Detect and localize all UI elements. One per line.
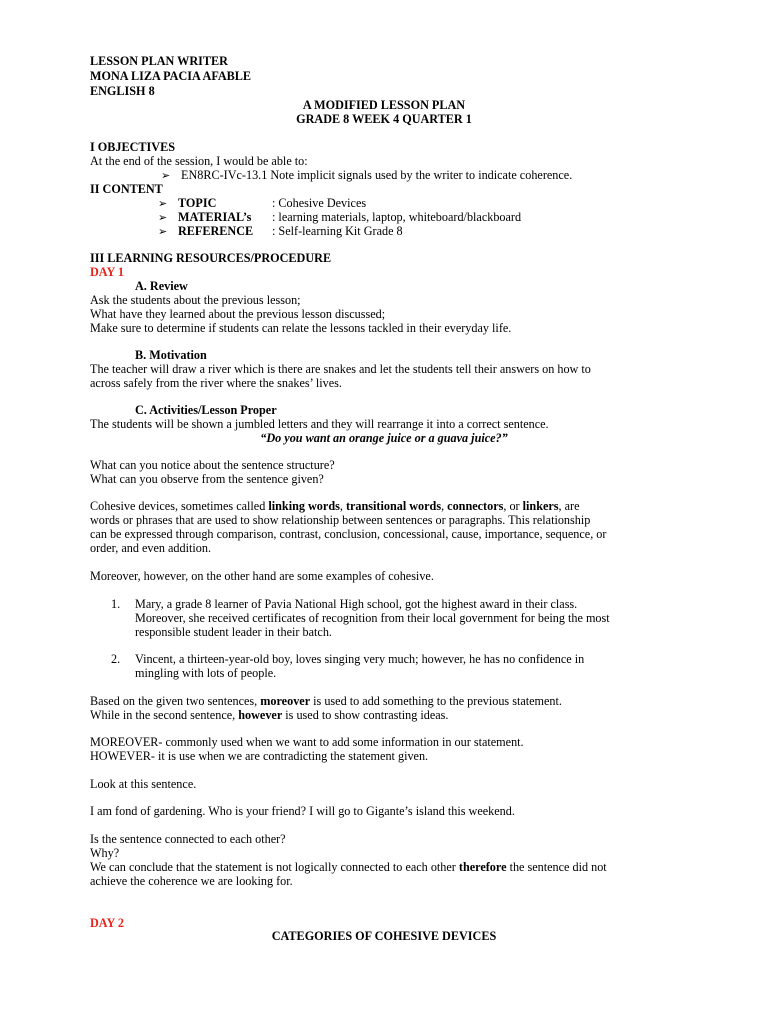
arrow-bullet-icon: ➢ — [158, 212, 168, 224]
text-run: While in the second sentence, — [90, 708, 239, 722]
content-value: : Self-learning Kit Grade 8 — [272, 224, 403, 238]
question-line: Is the sentence connected to each other? — [90, 832, 286, 846]
example-line: mingling with lots of people. — [135, 666, 277, 680]
content-value: : learning materials, laptop, whiteboard/blackboard — [272, 210, 522, 224]
text-run: Based on the given two sentences, — [90, 694, 261, 708]
text-run: is used to add something to the previous statement. — [310, 694, 562, 708]
content-row-reference — [158, 224, 403, 239]
example-line: Vincent, a thirteen-year-old boy, loves singing very much; however, he has no confidence in — [135, 652, 585, 666]
example-item — [111, 597, 577, 611]
arrow-bullet-icon: ➢ — [158, 198, 168, 210]
review-line: Ask the students about the previous lesson; — [90, 293, 301, 307]
cohesive-definition-line: can be expressed through comparison, contrast, conclusion, concessional, cause, importance, sequence, or — [90, 527, 607, 541]
activities-heading: C. Activities/Lesson Proper — [135, 403, 277, 417]
content-label: REFERENCE — [178, 224, 254, 238]
sample-sentence: I am fond of gardening. Who is your friend? I will go to Gigante’s island this weekend. — [90, 804, 515, 818]
motivation-heading: B. Motivation — [135, 348, 207, 362]
text-run: Cohesive devices, sometimes called — [90, 499, 269, 513]
example-number: 1. — [111, 597, 121, 611]
writer-label: LESSON PLAN WRITER — [90, 54, 228, 68]
example-line: Mary, a grade 8 learner of Pavia National High school, got the highest award in their class. — [135, 597, 578, 611]
bold-term: however — [238, 708, 283, 722]
day2-heading: CATEGORIES OF COHESIVE DEVICES — [271, 929, 497, 943]
text-run: , — [441, 499, 448, 513]
objective-text: EN8RC-IVc-13.1 Note implicit signals used by the writer to indicate coherence. — [181, 168, 573, 182]
question-line: Why? — [90, 846, 120, 860]
subject: ENGLISH 8 — [90, 84, 155, 98]
text-run: , are — [558, 499, 580, 513]
cohesive-definition-line: words or phrases that are used to show relationship between sentences or paragraphs. This relationship — [90, 513, 591, 527]
writer-name: MONA LIZA PACIA AFABLE — [90, 69, 252, 83]
example-line: Moreover, she received certificates of recognition from their local government for being the most — [135, 611, 610, 625]
content-label: MATERIAL’s — [178, 210, 252, 224]
moreover-definition: MOREOVER- commonly used when we want to add some information in our statement. — [90, 735, 524, 749]
day2-label: DAY 2 — [90, 916, 124, 930]
text-run: the sentence did not — [506, 860, 607, 874]
question-line: What can you observe from the sentence given? — [90, 472, 324, 486]
page-subtitle: GRADE 8 WEEK 4 QUARTER 1 — [296, 112, 472, 126]
bold-term: moreover — [260, 694, 311, 708]
content-label: TOPIC — [178, 196, 217, 210]
objective-item — [161, 168, 572, 183]
bold-term: linking words — [268, 499, 340, 513]
bold-term: linkers — [522, 499, 559, 513]
resources-heading: III LEARNING RESOURCES/PROCEDURE — [90, 251, 332, 265]
review-heading: A. Review — [135, 279, 188, 293]
look-instruction: Look at this sentence. — [90, 777, 197, 791]
example-item — [111, 652, 584, 666]
however-definition: HOWEVER- it is use when we are contradicting the statement given. — [90, 749, 429, 763]
example-line: responsible student leader in their batch. — [135, 625, 332, 639]
content-row-material — [158, 210, 521, 225]
text-run: , — [339, 499, 346, 513]
cohesive-definition-line: order, and even addition. — [90, 541, 212, 555]
text-run: is used to show contrasting ideas. — [282, 708, 449, 722]
conclusion-line — [90, 860, 607, 874]
motivation-line: The teacher will draw a river which is there are snakes and let the students tell their answers on how to — [90, 362, 591, 376]
content-heading: II CONTENT — [90, 182, 163, 196]
content-row-topic — [158, 196, 366, 211]
review-line: Make sure to determine if students can relate the lessons tackled in their everyday life. — [90, 321, 512, 335]
example-number: 2. — [111, 652, 121, 666]
objectives-intro: At the end of the session, I would be able to: — [90, 154, 308, 168]
arrow-bullet-icon: ➢ — [161, 170, 171, 182]
cohesive-definition-line — [90, 499, 580, 513]
question-line: What can you notice about the sentence structure? — [90, 458, 335, 472]
review-line: What have they learned about the previous lesson discussed; — [90, 307, 386, 321]
page-title: A MODIFIED LESSON PLAN — [302, 98, 466, 112]
objectives-heading: I OBJECTIVES — [90, 140, 176, 154]
explanation-line — [90, 694, 562, 708]
activities-line: The students will be shown a jumbled letters and they will rearrange it into a correct sentence. — [90, 417, 549, 431]
bold-term: connectors — [447, 499, 504, 513]
conclusion-line: achieve the coherence we are looking for. — [90, 874, 293, 888]
bold-term: transitional words — [345, 499, 442, 513]
explanation-line — [90, 708, 448, 722]
motivation-line: across safely from the river where the snakes’ lives. — [90, 376, 342, 390]
bold-term: therefore — [458, 860, 507, 874]
text-run: , or — [503, 499, 523, 513]
examples-intro: Moreover, however, on the other hand are some examples of cohesive. — [90, 569, 434, 583]
jumbled-sentence-quote: “Do you want an orange juice or a guava juice?” — [260, 431, 508, 445]
day1-label: DAY 1 — [90, 265, 124, 279]
arrow-bullet-icon: ➢ — [158, 226, 168, 238]
content-value: : Cohesive Devices — [272, 196, 367, 210]
text-run: We can conclude that the statement is not logically connected to each other — [90, 860, 459, 874]
